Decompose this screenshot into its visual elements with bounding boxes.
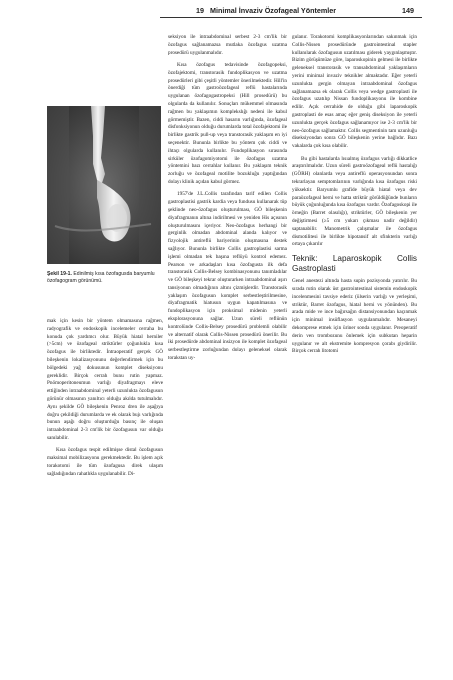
paragraph: Bu gibi hastalarda lısıalmış özofagus varlığı dikkatlice araştırılmalıdır. Uzun süreli gastroözofageal reflü hastalığı (GÖRH) olanlarda veya antireflü operasyonundan sonra tekrarlayan semptomlarının varlığında kısa özofagus riski yüksektir. Baryumlu grafide büyük hiatal veya dev paraözofageal herni ve hatta striktür görüldüğünde bunların büyük çoğunluğunda kısa özofagus vardır. Özofagoskopi ile örneğin (Barret olasılığı), striktürler, GÖ bileşkenin yer değiştirmesi (≥5 cm yukarı çıkması nadir değildir) saptanabilir. Manometrik çalışmalar ile özofagus dismotilitesi ile birlikte hipotansif alt sfinkterin varlığı ortaya çıkarılır (292, 155, 417, 248)
paragraph: Kısa özofagus tespit edilmişse distal özofagusun maksimal mobilizasyonu gerekmektedir. Bu işlem açık torakotomi ile tüm özofagusa direk ulaşım sağladığından rahatlıkla uygulanabilir. Di- (47, 447, 163, 477)
paragraph: Genel anestezi altında hasta supin pozisyonda yatırılır. Bu sırada rutin olarak üst gastrointestinal sistemin endoskopik incelenmesini tavsiye ederiz (ülserin varlığı ve yerleşimi, striktür, Barret özofagus, hiatal herni vs yönünden). Bu arada mide ve ince bağırsağın distansiyonundan kaçınmak için minimal insüflasyon uygulanmalıdır. Mesaneyi dekomprese etmek için üriner sonda uygulanır. Preoperatif derin ven trombozunu önlemek için subkutan heparin uygulanır ve alt ekstremite kompresyon çorabı giydirilir. Birçok cerrah litotomi (292, 278, 417, 355)
section-heading: Teknik: Laparoskopik Collis Gastroplasti (292, 254, 417, 273)
figure-caption-text: Edinilmiş kısa özofagusda baryumlu özofagogram görünümü. (47, 271, 155, 284)
paragraph: Kısa özofagus tedavisinde özofagopeksi, özofajektomi, transtorasik fundoplikasyon ve uzatma prosedürleri gibi çeşitli yöntemler önerilmektedir. Hill'in önerdiği tüm gastroözofageal reflü hastalarında uygulanan özofagogastropeksi (Hill prosedürü) bu olgularda da kullanılır. Sonuçları mükemmel olmasında rağmen bu yaklaşımın komplekslığı nedeni ile kabul görmemiştir. Bazen, ciddi hasarın varlığında, özofageal disfonksiyonun olduğu durumlarda total özofajektomi ile birlikte gastrik pull-up veya transtorasik yaklaşım en iyi seçenektir. Bununla birlikte bu yöntem çok ciddi ve ihtaçı olgularda kullanılır. Fundoplikasyon sırasında sirküler özofagomiyotomi ile özofagus uzatma yöntemini bazı cerrahlar kullanır. Bu yaklaşım teknik zorluğu ve özofageal motilite bozukluğu yaptığından dolayı klinik açıdan kabul görmez. (168, 61, 287, 185)
paragraph: gulanır. Torakotomi komplikasyonlarından sakınmak için Collis-Nissen prosedüründe gastrointestinal stapler kullanılarak özofagusun uzatılması giderek yaygınlaşmıştır. Bizim görüşümüze göre, laparoskopinin gelmesi ile birlikte geleneksel transtorasik ve transabdominal yaklaşımların yerini minimal invaziv teknikler almaktadır. Eğer yeterli uzunlukta gergin olmayan intraabdominal özofagus sağlanamazsa ek olarak Collis veya wedge gastroplasti ile özofagus uzatılıp Nissan fundoplikasyonu ile kombine edilir. Açık cerrahide de olduğu gibi laparoskopik gastroplasti de esas amaç eğer geniş diseksiyon ile yeterli uzunlukta gerçek özofagus sağlanamıyor ise 2-3 cm'lik bir neo-özofagus sağlamaktır. Collis segmentinin tam uzunluğu diseksiyondan sonra GÖ bileşkenin yerine bağlıdır. Bazı vakalarda çok kısa olabilir. (292, 34, 417, 150)
xray-illustration (47, 106, 161, 264)
page-number: 149 (402, 6, 414, 15)
paragraph: 1957'de J.L.Collis tarafından tarif edilen Collis gastroplastisi gastrik kardia veya fundusu kullanarak tüp şeklinde neo-özofagus oluşturulması, GÖ bileşkenin diyafragmanın altına indirilmesi ve yeniden His açısının oluşturulmasını içeriyor. Neo-özofagus herhangi bir gerginlik olmadan abdominal alanda kalıyor ve fizyolojik antireflü bariyerinin oluşmasına destek sağlıyor. Bununla birlikte Collis gastroplastisi sarma işlemi olmadan tek başına reflüyü kontrol edemez. Pearson ve arkadaşları kısa özofagusta ilk defa transtorasik Collis-Belsey kombinasyonunu tanımladılar ve GÖ bileşkeyi tekrar oluşturarken intraabdominal aşırı tansiyonun olmadığının altını çizmişlerdir. Transtorasik yaklaşım özofagusun komplet serbestleştirilmesine, diyafragmatik hiatusun uygun kapatılmasına ve fundoplikasyon için proksimal midenin yeterli eksplorasyonuna sağlar. Uzun süreli reflünün kontrolünde Collis-Belsey prosedürü problemli olabilir ve alternatif olarak Collis-Nissen prosedürü önerilir. Bu iki prosedürde abdominal insizyon ile komplet özofageal serbestleştirme zorluğundan dolayı geleneksel olarak torakstan uy- (168, 191, 287, 362)
figure-caption (47, 271, 163, 285)
column-left (47, 318, 163, 483)
header-rule (160, 17, 422, 18)
chapter-number: 19 (196, 6, 204, 15)
paragraph: seksiyon ile intraabdominal serbest 2-3 cm'lik bir özofagus sağlanamazsa mutlaka özofagus uzatma prosedürü uygulanmalıdır. (168, 34, 287, 56)
barium-esophagogram-image (47, 106, 161, 264)
column-right (292, 34, 417, 361)
column-middle (168, 34, 287, 367)
figure-label: Şekil 19-1. (47, 271, 72, 277)
paragraph: mak için kesin bir yöntem olmamasına rağmen, radyografik ve endoskopik incelemeler cerraha bu konuda çok yardımcı olur. Büyük hiatal herniler (>5cm) ve özofageal striktürler çoğunlukla kısa özofagus ile birliktedir. İntraoperatif gerçek GÖ bileşkenin lokalizasyonunu değerlendirmek için bu bölgedeki yağ dokusunun komplet diseksiyonu gereklidir. Birçok cerrah bunu rutin yapmaz. Pnömoperitoneumun varlığı diyafragmayı eleve ettiğinden intraabdominal yeterli uzunlukta özofagusun görünür olmasının yanıltıcı olduğu akılda tutulmalıdır. Aynı şekilde GÖ bileşkenin Penroz dren ile aşağıya doğru çekildiği durumlarda ve ek olarak bujı varlığında bunun aşağı doğru oluşturduğu basınç ile oluşan intraabdominal 2-3 cm'lik bir özofagusun var olduğu sanılabilir. (47, 318, 163, 441)
chapter-title: Minimal İnvaziv Özofageal Yöntemler (210, 6, 337, 15)
